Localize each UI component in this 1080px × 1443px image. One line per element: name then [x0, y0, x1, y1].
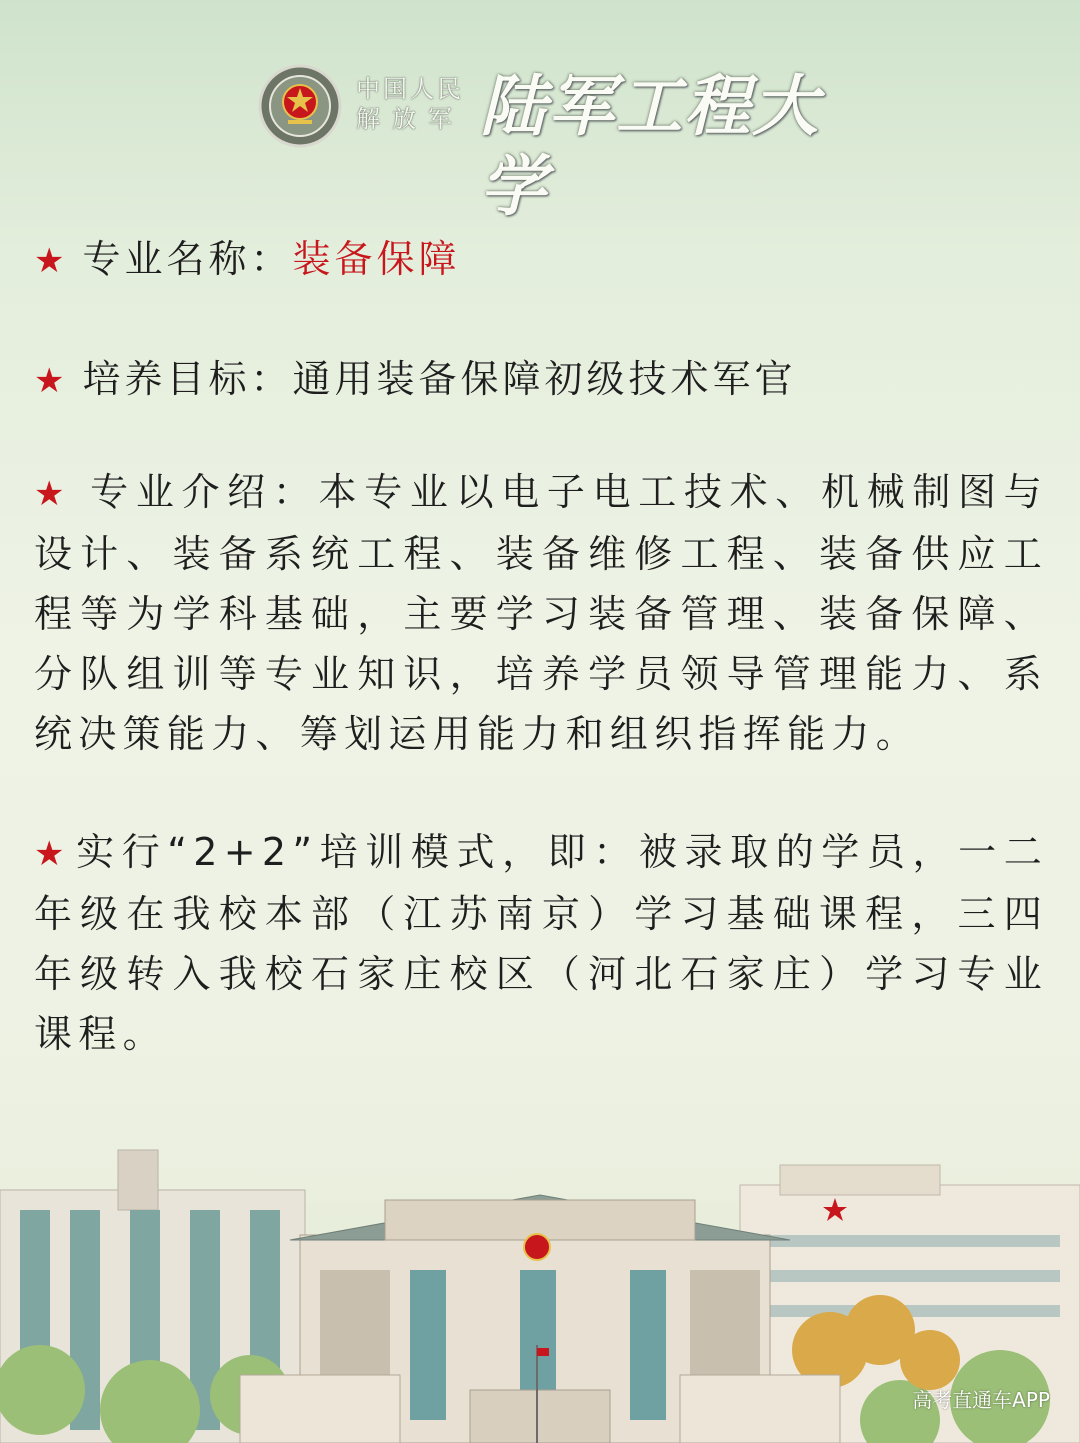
star-icon: ★: [34, 834, 73, 874]
goal-label: 培养目标：: [82, 357, 293, 401]
goal-value: 通用装备保障初级技术军官: [292, 357, 797, 401]
logo-subtitle: [356, 74, 464, 134]
logo-line-1: 中国人民: [356, 75, 464, 103]
university-logo: [258, 64, 848, 225]
army-emblem-icon: [258, 64, 342, 148]
star-icon: ★: [34, 361, 65, 401]
goal-row: [34, 348, 1048, 403]
mode-text: 实行“2+2”培训模式，即：被录取的学员，一二年级在我校本部（江苏南京）学习基础课程，三四年级转入我校石家庄校区（河北石家庄）学习专业课程。: [34, 830, 1049, 1056]
logo-title: 陆军工程大学: [480, 67, 820, 225]
major-label: 专业名称：: [82, 237, 293, 281]
star-icon: ★: [34, 241, 65, 281]
watermark: 高考直通车APP: [912, 1388, 1050, 1412]
intro-value: 本专业以电子电工技术、机械制图与设计、装备系统工程、装备维修工程、装备供应工程等为学科基础，主要学习装备管理、装备保障、分队组训等专业知识，培养学员领导管理能力、系统决策能力、筹划运用能力和组织指挥能力。: [34, 470, 1048, 756]
logo-line-2: 解放军: [356, 105, 464, 133]
major-name-row: [34, 228, 1048, 283]
intro-label: 专业介绍：: [90, 470, 319, 514]
star-icon: ★: [34, 474, 73, 514]
major-value: 装备保障: [292, 237, 461, 281]
intro-paragraph: [34, 462, 1048, 764]
mode-paragraph: [34, 822, 1048, 1064]
